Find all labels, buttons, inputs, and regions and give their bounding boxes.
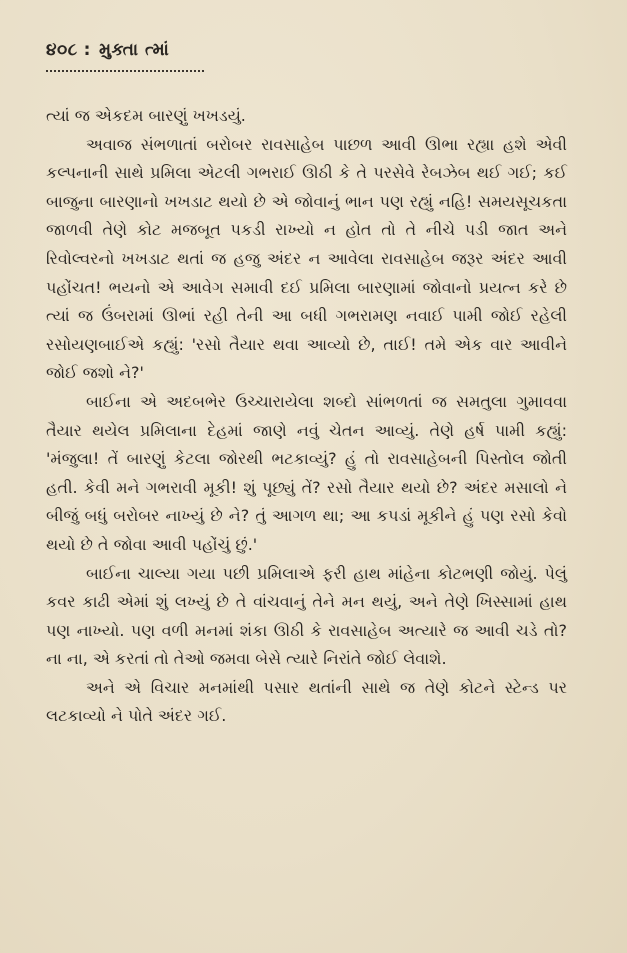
paragraph: બાઈના ચાલ્યા ગયા પછી પ્રમિલાએ ફરી હાથ માંહેના કોટભણી જોયું. પેલું કવર કાઢી એમાં શું લખ્યું છે તે વાંચવાનું તેને મન થયું, અને તેણે ખિસ્સામાં હાથ પણ નાખ્યો. પણ વળી મનમાં શંકા ઊઠી કે રાવસાહેબ અત્યારે જ આવી ચડે તો? ના ના, એ કરતાં તો તેઓ જમવા બેસે ત્યારે નિરાંતે જોઈ લેવાશે. bbox=[46, 563, 567, 669]
page-number: ૪૦૮ bbox=[46, 40, 78, 60]
paragraph: અવાજ સંભળાતાં બરોબર રાવસાહેબ પાછળ આવી ઊભા રહ્યા હશે એવી કલ્પનાની સાથે પ્રમિલા એટલી ગભરાઈ ઊઠી કે તે પરસેવે રેબઝેબ થઈ ગઈ; કઈ બાજુના બારણાનો ખખડાટ થયો છે એ જોવાનું ભાન પણ રહ્યું નહિ! સમયસૂચકતા જાળવી તેણે કોટ મજબૂત પકડી રાખ્યો ન હોત તો તે નીચે પડી જાત અને રિવોલ્વરનો ખખડાટ થતાં જ હજુ અંદર ન આવેલા રાવસાહેબ જરૂર અંદર આવી પહોંચત! ભયનો એ આવેગ સમાવી દઈ પ્રમિલા બારણામાં જોવાનો પ્રયત્ન કરે છે ત્યાં જ ઉંબરામાં ઊભાં રહી તેની આ બધી ગભરામણ નવાઈ પામી જોઈ રહેલી રસોયણબાઈએ કહ્યું: 'રસો તૈયાર થવા આવ્યો છે, તાઈ! તમે એક વાર આવીને જોઈ જશો ને?' bbox=[46, 134, 568, 383]
body-text bbox=[46, 102, 567, 731]
header-rule bbox=[46, 64, 204, 72]
header-separator: : bbox=[83, 40, 91, 60]
running-header bbox=[46, 40, 567, 60]
paragraph: અને એ વિચાર મનમાંથી પસાર થતાંની સાથે જ તેણે કોટને સ્ટેન્ડ પર લટકાવ્યો ને પોતે અંદર ગઈ. bbox=[46, 677, 567, 726]
paragraph: ત્યાં જ એકદમ બારણું ખખડયું. bbox=[46, 106, 246, 125]
running-title: મુક્તા ત્માં bbox=[98, 40, 170, 60]
paragraph: બાઈના એ અદબભેર ઉચ્ચારાયેલા શબ્દો સાંભળતાં જ સમતુલા ગુમાવવા તૈયાર થયેલ પ્રમિલાના દેહમાં જાણે નવું ચેતન આવ્યું. તેણે હર્ષ પામી કહ્યું: 'મંજુલા! તેં બારણું કેટલા જોરથી ભટકાવ્યું? હું તો રાવસાહેબની પિસ્તોલ જોતી હતી. કેવી મને ગભરાવી મૂકી! શું પૂછ્યું તેં? રસો તૈયાર થયો છે? અંદર મસાલો ને બીજું બધું બરોબર નાખ્યું છે ને? તું આગળ થા; આ કપડાં મૂકીને હું પણ રસો કેવો થયો છે તે જોવા આવી પહોંચું છું.' bbox=[46, 391, 567, 554]
